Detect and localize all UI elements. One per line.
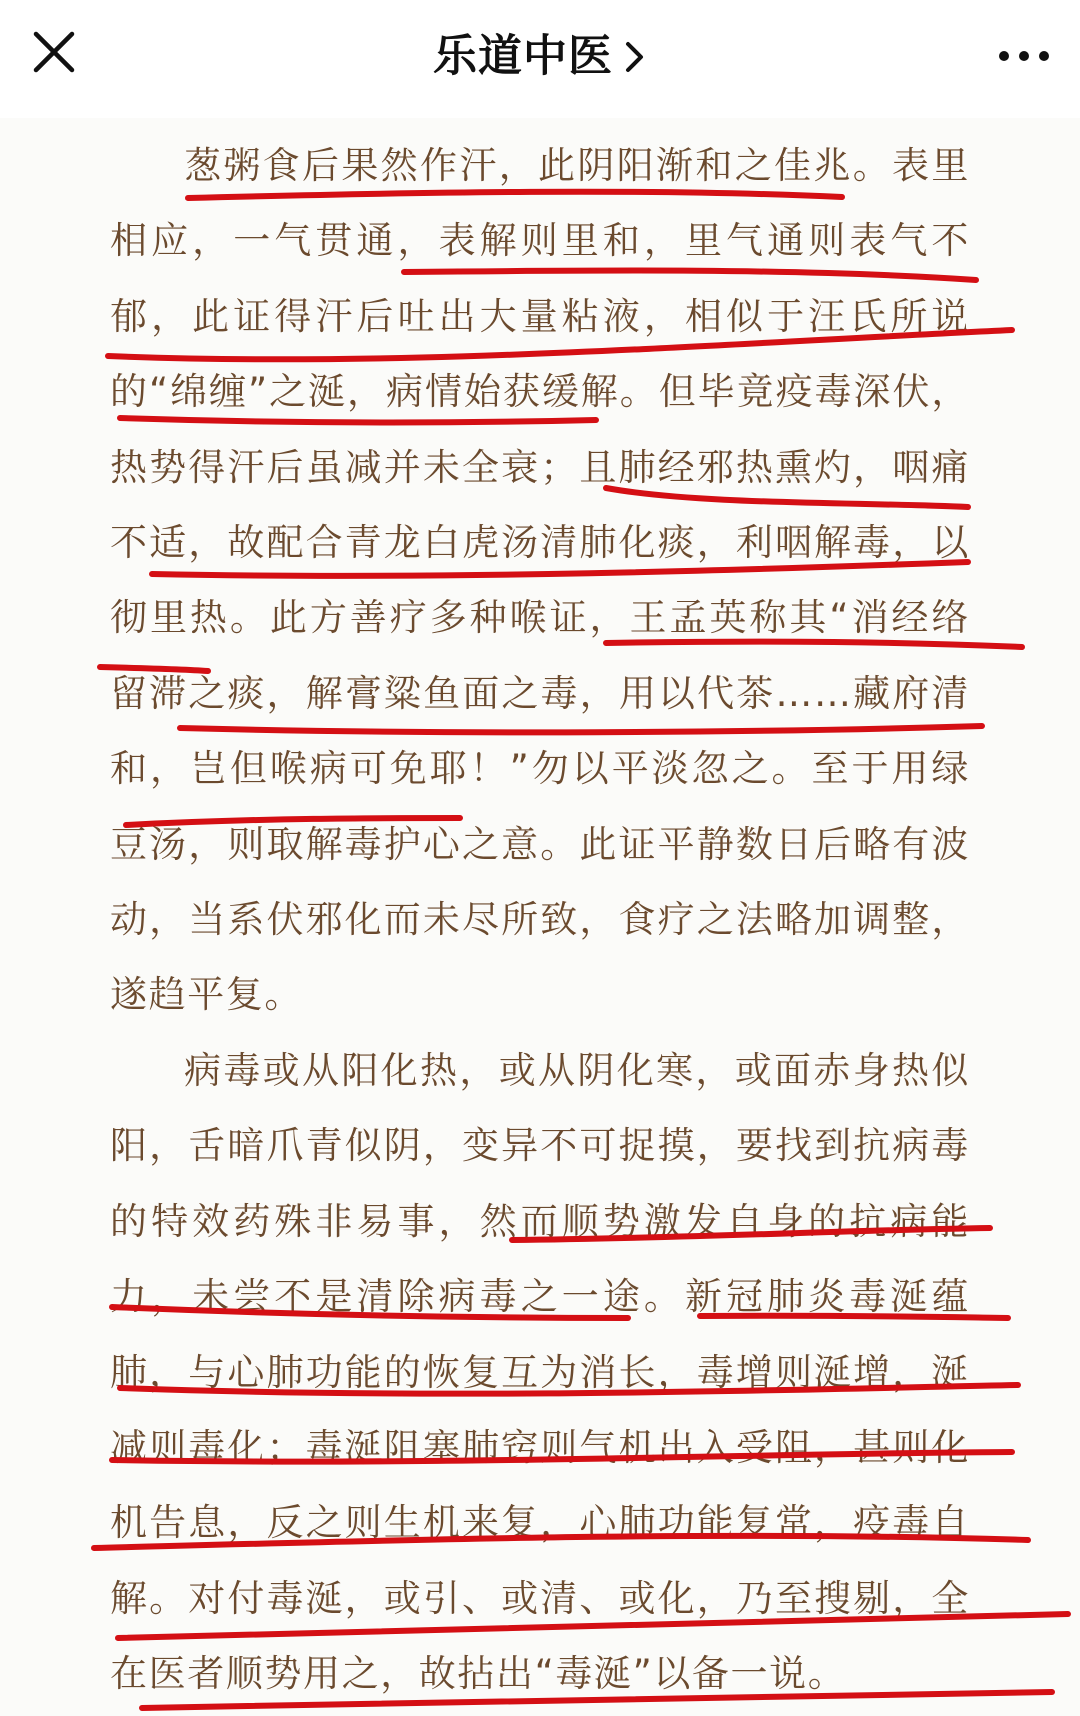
chevron-right-icon xyxy=(623,40,647,74)
account-title-link[interactable] xyxy=(0,28,1080,84)
more-options-button[interactable] xyxy=(992,36,1056,76)
paragraph-2: 病毒或从阳化热，或从阴化寒，或面赤身热似阳，舌暗爪青似阴，变异不可捉摸，要找到抗病毒的特效药殊非易事，然而顺势激发自身的抗病能力，未尝不是清除病毒之一途。新冠肺炎毒涎蕴肺，与心肺功能的恢复互为消长，毒增则涎增，涎减则毒化；毒涎阻塞肺窍则气机出入受阻，甚则化机告息，反之则生机来复，心肺功能复常，疫毒自解。对付毒涎，或引、或清、或化，乃至搜剔，全在医者顺势用之，故拈出“毒涎”以备一说。 xyxy=(110,1048,970,1696)
article-body xyxy=(0,118,1080,1716)
paragraph-1: 葱粥食后果然作汗，此阴阳渐和之佳兆。表里相应，一气贯通，表解则里和，里气通则表气不郁，此证得汗后吐出大量粘液，相似于汪氏所说的“绵缠”之涎，病情始获缓解。但毕竟疫毒深伏，热势得汗后虽减并未全衰；且肺经邪热熏灼，咽痛不适，故配合青龙白虎汤清肺化痰，利咽解毒，以彻里热。此方善疗多种喉证，王孟英称其“消经络留滞之痰，解膏粱鱼面之毒，用以代茶……藏府清和，岂但喉病可免耶！”勿以平淡忽之。至于用绿豆汤，则取解毒护心之意。此证平静数日后略有波动，当系伏邪化而未尽所致，食疗之法略加调整，遂趋平复。 xyxy=(110,144,970,1017)
page-title: 乐道中医 xyxy=(433,30,613,82)
article-content xyxy=(110,128,970,1712)
top-navigation-bar xyxy=(0,0,1080,119)
more-dots-icon xyxy=(992,36,1056,76)
